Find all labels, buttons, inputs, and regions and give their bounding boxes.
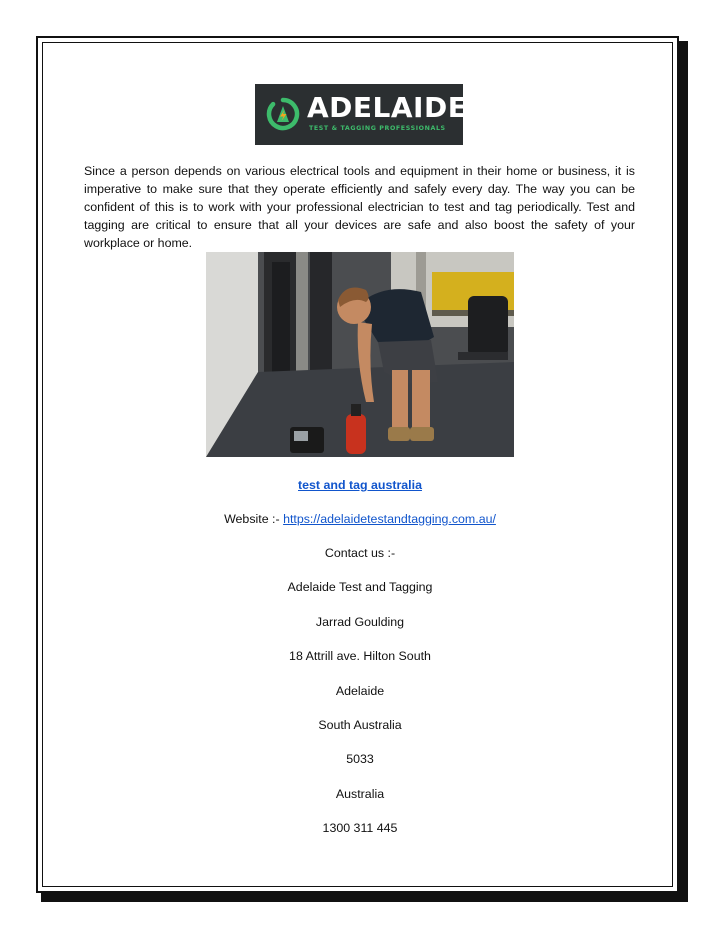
contact-heading: Contact us :- [324,546,396,560]
postcode: 5033 [346,752,374,766]
intro-paragraph: Since a person depends on various electrical tools and equipment in their home or business, it is imperative to make sure that they operate efficiently and safely every day. The way you can be confident of this is to work with your professional electrician to test and tag periodically. Test and tagging are critical to ensure that all your devices are safe and also boost the safety of your workplace or home. [84,164,635,250]
company-name: Adelaide Test and Tagging [287,580,433,594]
website-link[interactable]: https://adelaidetestandtagging.com.au/ [283,512,496,526]
logo-wordmark: ADELAIDE [307,91,468,124]
test-and-tag-link[interactable]: test and tag australia [298,478,422,492]
anchor-link-row [0,477,720,493]
company-logo [255,84,468,145]
logo-tagline: TEST & TAGGING PROFESSIONALS [309,125,446,132]
phone-number: 1300 311 445 [322,821,398,835]
photo-electrician-testing-extinguisher-icon [206,252,514,457]
website-row [0,511,720,527]
website-label: Website :- [224,512,284,526]
state: South Australia [318,718,402,732]
lightning-bolt-logo-icon [266,97,300,131]
electrician-photo [206,252,514,457]
contact-person: Jarrad Goulding [315,615,405,629]
city: Adelaide [335,684,385,698]
country: Australia [335,787,385,801]
street-address: 18 Attrill ave. Hilton South [289,649,431,663]
